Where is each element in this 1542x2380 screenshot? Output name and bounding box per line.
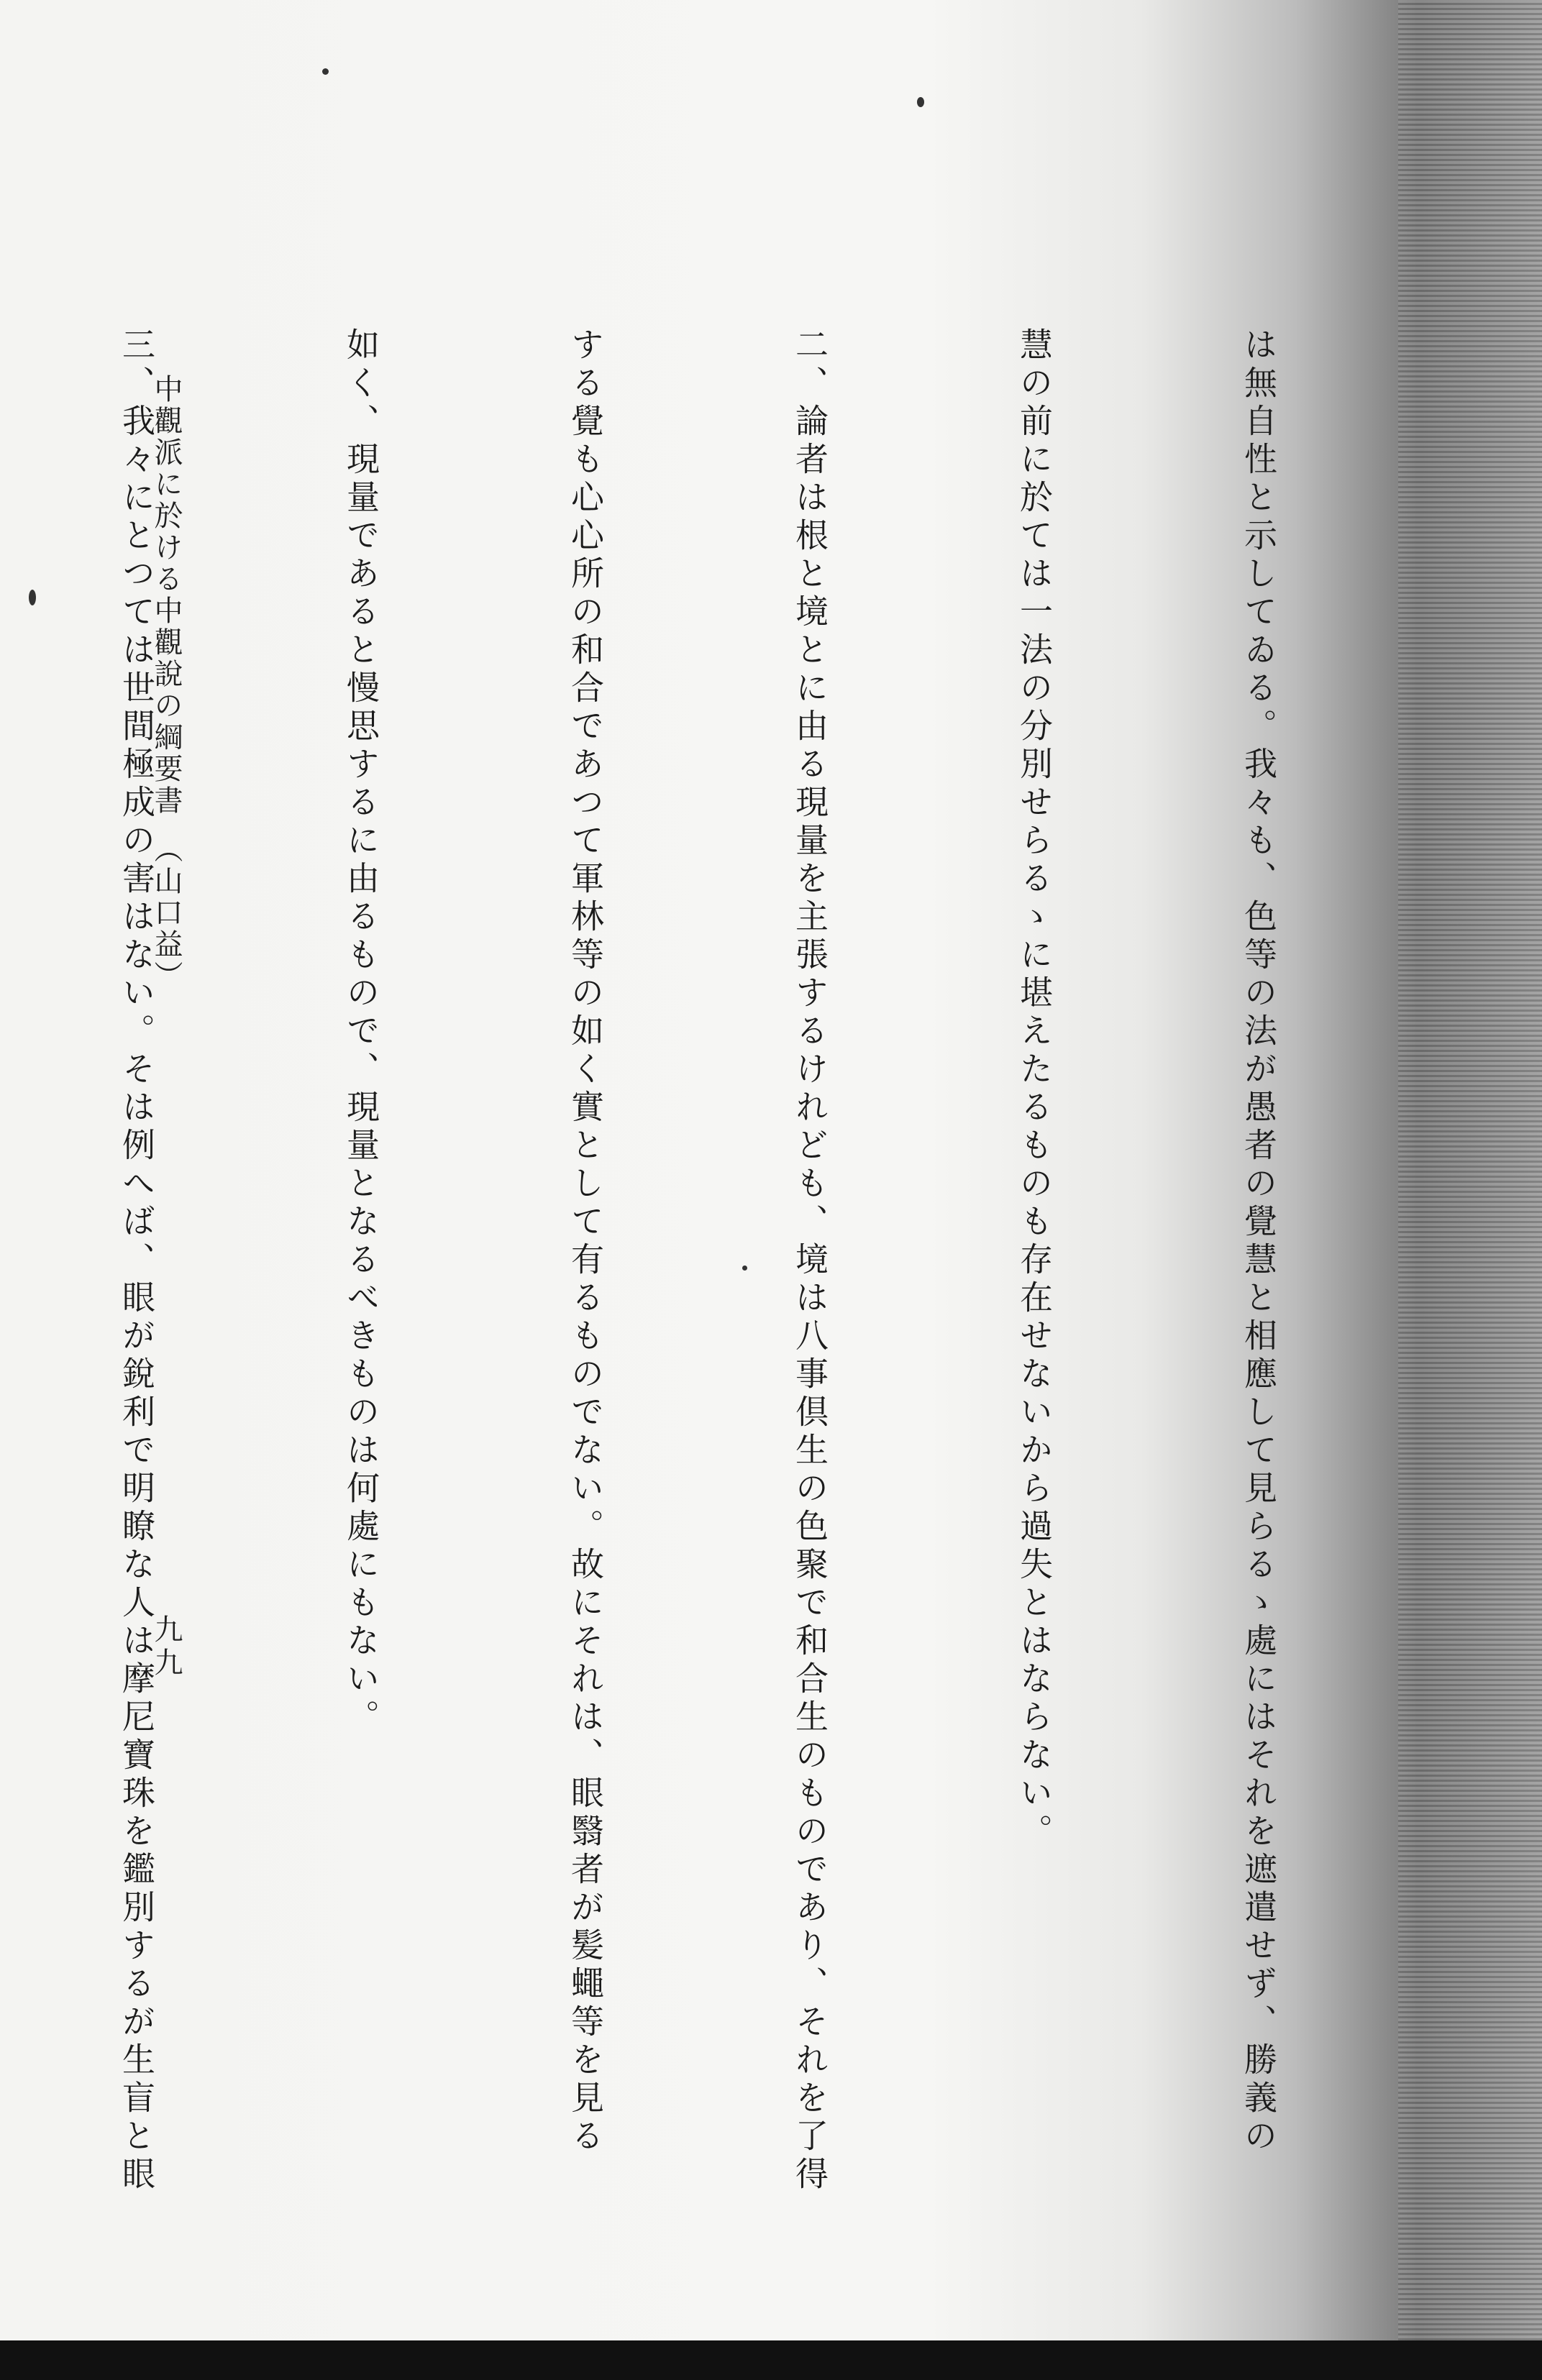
- text-line-1: は無自性と示してゐる。我々も、色等の法が愚者の覺慧と相應して見らるゝ處にはそれを遮遣せず、勝義の: [1239, 327, 1278, 2156]
- text-line-2: 慧の前に於ては一法の分別せらるゝに堪えたるものも存在せないから過失とはならない。: [1015, 327, 1054, 1852]
- scan-bottom-edge: [0, 2340, 1542, 2380]
- text-line-5: 如く、現量であると慢思するに由るもので、現量となるべきものは何處にもない。: [342, 327, 380, 1737]
- text-line-4: する覺も心心所の和合であつて軍林等の如く實として有るものでない。故にそれは、眼翳者が髪蠅等を見る: [566, 327, 605, 2156]
- scan-speck: [322, 68, 329, 75]
- scan-speck: [742, 1265, 747, 1271]
- text-line-3: 二、論者は根と境とに由る現量を主張するけれども、境は八事倶生の色聚で和合生のものであり、それを了得: [790, 327, 829, 2194]
- scan-speck: [29, 590, 36, 605]
- scan-speck: [917, 97, 924, 107]
- page-number: 九九: [150, 1614, 183, 1680]
- text-line-6: 三、我々にとつては世間極成の害はない。そは例へば、眼が銳利で明瞭な人は摩尼寶珠を鑑別するが生盲と眼: [117, 327, 156, 2194]
- running-head: 中觀派に於ける中觀說の綱要書 （山口益）: [150, 374, 183, 992]
